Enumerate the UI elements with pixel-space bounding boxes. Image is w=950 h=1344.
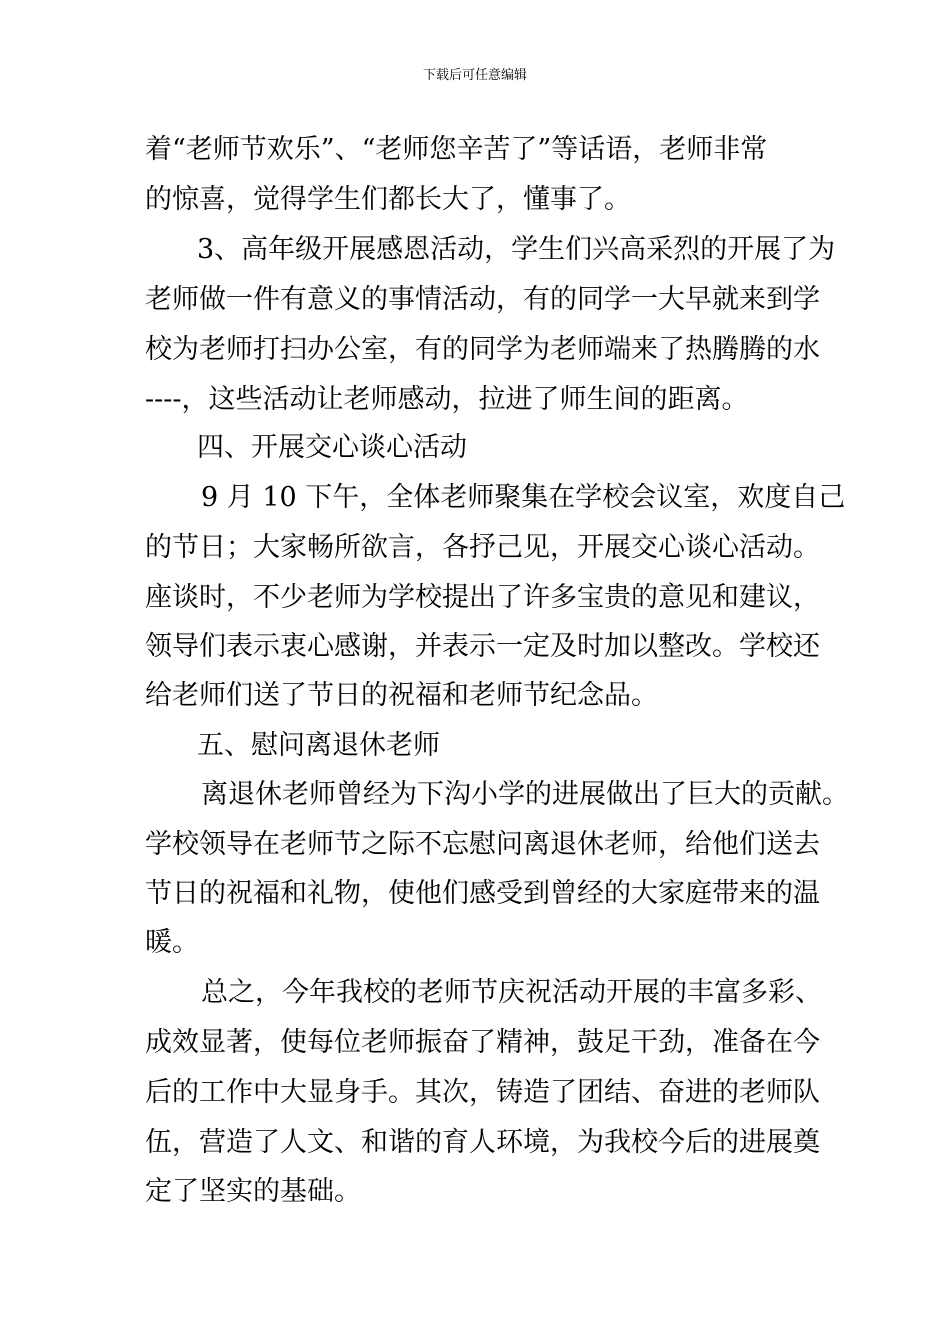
body-line: 9 月 10 下午，全体老师聚集在学校会议室，欢度自己 [201,482,846,513]
body-line: 伍，营造了人文、和谐的育人环境，为我校今后的进展奠 [145,1127,820,1158]
body-line: ----，这些活动让老师感动，拉进了师生间的距离。 [145,384,749,415]
body-line: 学校领导在老师节之际不忘慰问离退休老师，给他们送去 [145,829,820,860]
body-line: 离退休老师曾经为下沟小学的进展做出了巨大的贡献。 [201,779,849,810]
body-line: 节日的祝福和礼物，使他们感受到曾经的大家庭带来的温 [145,878,820,909]
body-line: 着“老师节欢乐”、“老师您辛苦了”等话语，老师非常 [145,134,768,165]
body-line: 3、高年级开展感恩活动，学生们兴高采烈的开展了为 [197,234,836,265]
body-line: 座谈时，不少老师为学校提出了许多宝贵的意见和建议， [145,582,820,613]
body-line: 的节日；大家畅所欲言，各抒己见，开展交心谈心活动。 [145,532,820,563]
body-line: 成效显著，使每位老师振奋了精神，鼓足干劲，准备在今 [145,1027,820,1058]
body-line: 暖。 [145,927,199,958]
page-header: 下载后可任意编辑 [422,68,527,83]
body-line: 的惊喜，觉得学生们都长大了，懂事了。 [145,184,631,215]
body-line: 领导们表示衷心感谢，并表示一定及时加以整改。学校还 [145,631,820,662]
section-heading: 五、慰问离退休老师 [197,730,440,761]
body-line: 老师做一件有意义的事情活动，有的同学一大早就来到学 [145,284,820,315]
body-line: 校为老师打扫办公室，有的同学为老师端来了热腾腾的水 [145,334,820,365]
body-line: 给老师们送了节日的祝福和老师节纪念品。 [145,680,658,711]
body-line: 后的工作中大显身手。其次，铸造了团结、奋进的老师队 [145,1077,820,1108]
body-line: 定了坚实的基础。 [145,1176,361,1207]
section-heading: 四、开展交心谈心活动 [197,432,467,463]
body-line: 总之，今年我校的老师节庆祝活动开展的丰富多彩、 [201,977,822,1008]
